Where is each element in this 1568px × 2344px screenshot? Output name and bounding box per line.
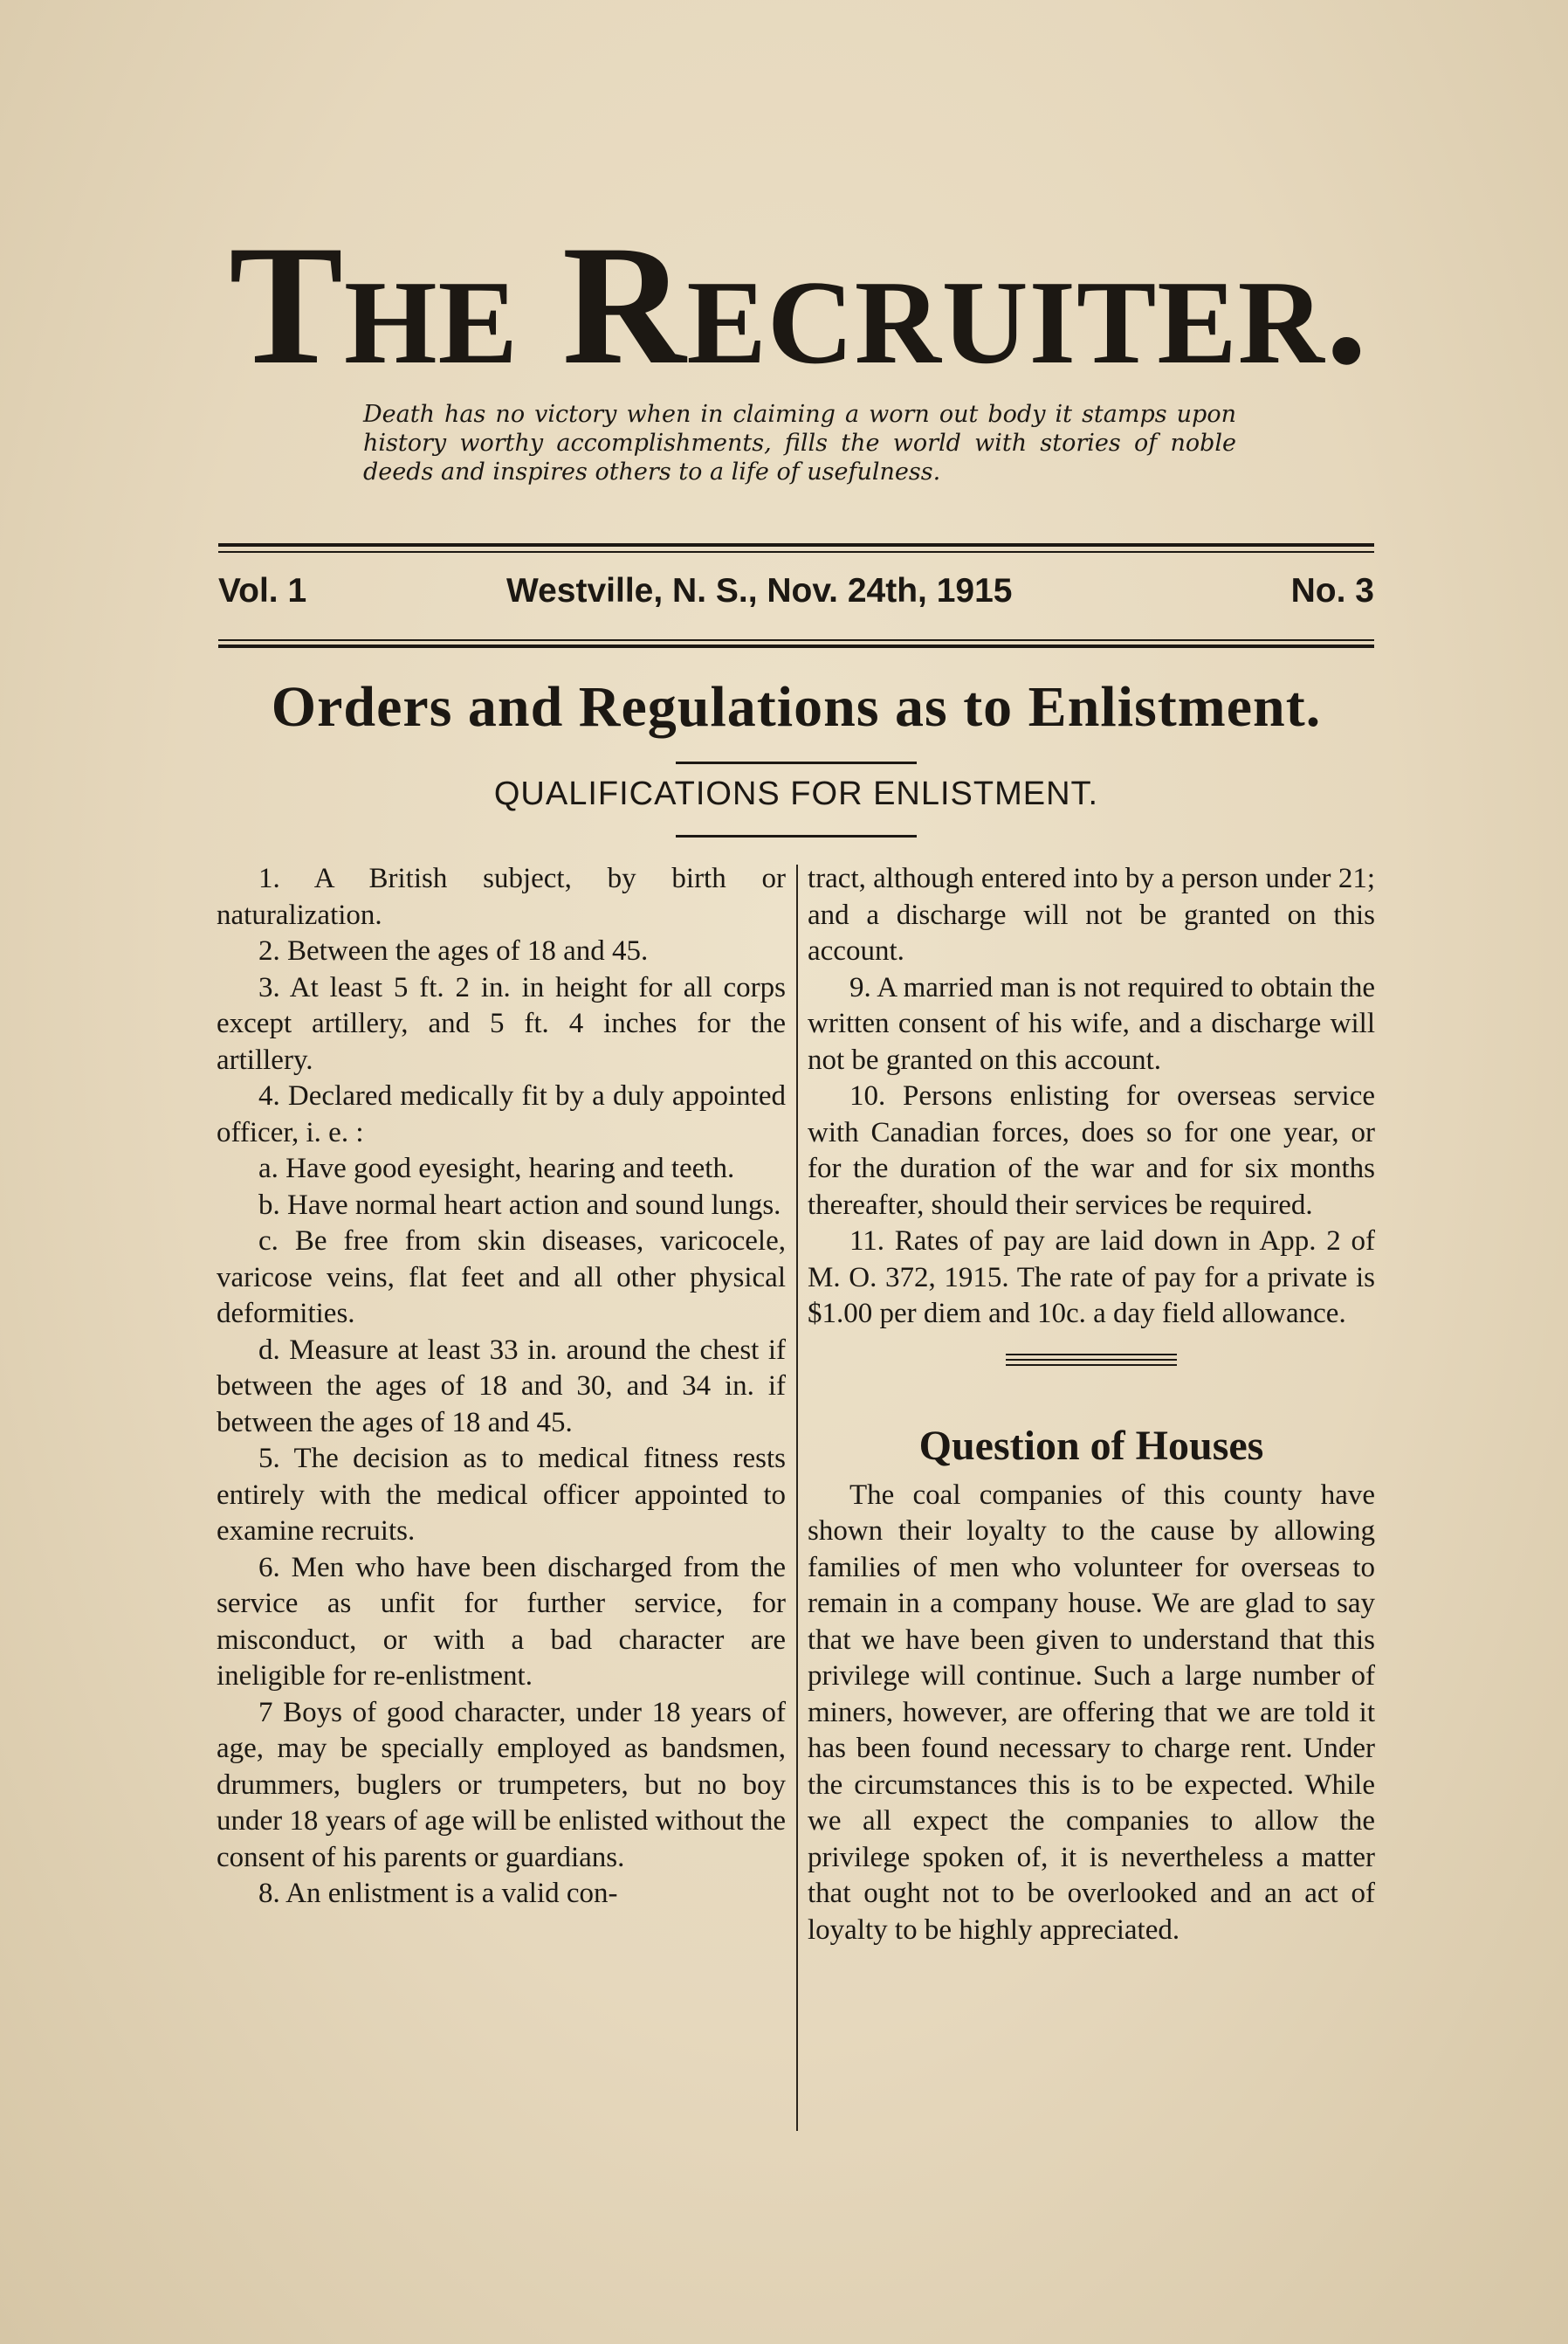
- right-paragraph: tract, although entered into by a person under 21; and a discharge will not be granted on this account.: [808, 863, 1375, 967]
- right-paragraph: 10. Persons enlisting for overseas service with Canadian forces, does so for one year, or for the duration of the war and for six months thereafter, should their services be required.: [808, 1080, 1375, 1221]
- left-column: [217, 861, 786, 1913]
- section-divider: [1006, 1354, 1177, 1366]
- left-paragraph: 5. The decision as to medical fitness rests entirely with the medical officer appointed to examine recruits.: [217, 1443, 786, 1547]
- masthead-motto: Death has no victory when in claiming a worn out body it stamps upon history worthy accomplishments, fills the world with stories of noble deeds and inspires others to a life of usefulness.: [363, 401, 1236, 486]
- rule-mid-thin: [218, 639, 1374, 641]
- column-divider: [796, 865, 798, 2131]
- place-date-label: Westville, N. S., Nov. 24th, 1915: [506, 572, 1013, 610]
- right-column: [808, 861, 1375, 1948]
- left-paragraph: 3. At least 5 ft. 2 in. in height for all corps except artillery, and 5 ft. 4 inches for the artillery.: [217, 971, 786, 1076]
- left-paragraph: 1. A British subject, by birth or naturalization.: [217, 863, 786, 931]
- masthead-title: The Recruiter.: [229, 210, 1369, 400]
- right-paragraph: 11. Rates of pay are laid down in App. 2 of M. O. 372, 1915. The rate of pay for a private is $1.00 per diem and 10c. a day field allowance.: [808, 1225, 1375, 1329]
- left-paragraph: a. Have good eyesight, hearing and teeth.: [258, 1153, 735, 1184]
- rule-top-thick: [218, 543, 1374, 547]
- left-paragraph: 8. An enlistment is a valid con-: [258, 1878, 618, 1909]
- headline-rule: [676, 762, 917, 764]
- left-paragraph: 7 Boys of good character, under 18 years of age, may be specially employed as bandsmen, drummers, buglers or trumpeters, but no boy under 18 years of age will be enlisted without the consent of his parents or guardians.: [217, 1696, 786, 1873]
- left-paragraph: d. Measure at least 33 in. around the chest if between the ages of 18 and 30, and 34 in. if between the ages of 18 and 45.: [217, 1334, 786, 1438]
- left-paragraph: b. Have normal heart action and sound lungs.: [258, 1189, 781, 1221]
- subhead-rule: [676, 835, 917, 838]
- houses-body: The coal companies of this county have shown their loyalty to the cause by allowing families of men who volunteer for overseas to remain in a company house. We are glad to say that we have been given to understand that this privilege will continue. Such a large number of miners, however, are offering that we are told it has been found necessary to charge rent. Under the circumstances this is to be expected. While we all expect the companies to allow the privilege spoken of, it is nevertheless a matter that ought not to be overlooked and an act of loyalty to be highly appreciated.: [808, 1479, 1375, 1946]
- article-subhead: QUALIFICATIONS FOR ENLISTMENT.: [493, 776, 1099, 812]
- left-paragraph: 6. Men who have been discharged from the service as unfit for further service, for misconduct, or with a bad character are ineligible for re-enlistment.: [217, 1551, 786, 1692]
- rule-mid-thick: [218, 645, 1374, 648]
- issue-info-bar: [218, 572, 1374, 621]
- volume-label: Vol. 1: [218, 572, 307, 610]
- left-paragraph: 4. Declared medically fit by a duly appointed officer, i. e. :: [217, 1080, 786, 1148]
- article-headline: Orders and Regulations as to Enlistment.: [271, 675, 1322, 739]
- houses-headline: Question of Houses: [918, 1422, 1264, 1469]
- rule-top-thin: [218, 551, 1374, 553]
- right-paragraph: 9. A married man is not required to obtain the written consent of his wife, and a discharge will not be granted on this account.: [808, 971, 1375, 1076]
- left-paragraph: 2. Between the ages of 18 and 45.: [258, 935, 649, 967]
- issue-number-label: No. 3: [1290, 572, 1374, 610]
- left-paragraph: c. Be free from skin diseases, varicocele, varicose veins, flat feet and all other physical deformities.: [217, 1225, 786, 1329]
